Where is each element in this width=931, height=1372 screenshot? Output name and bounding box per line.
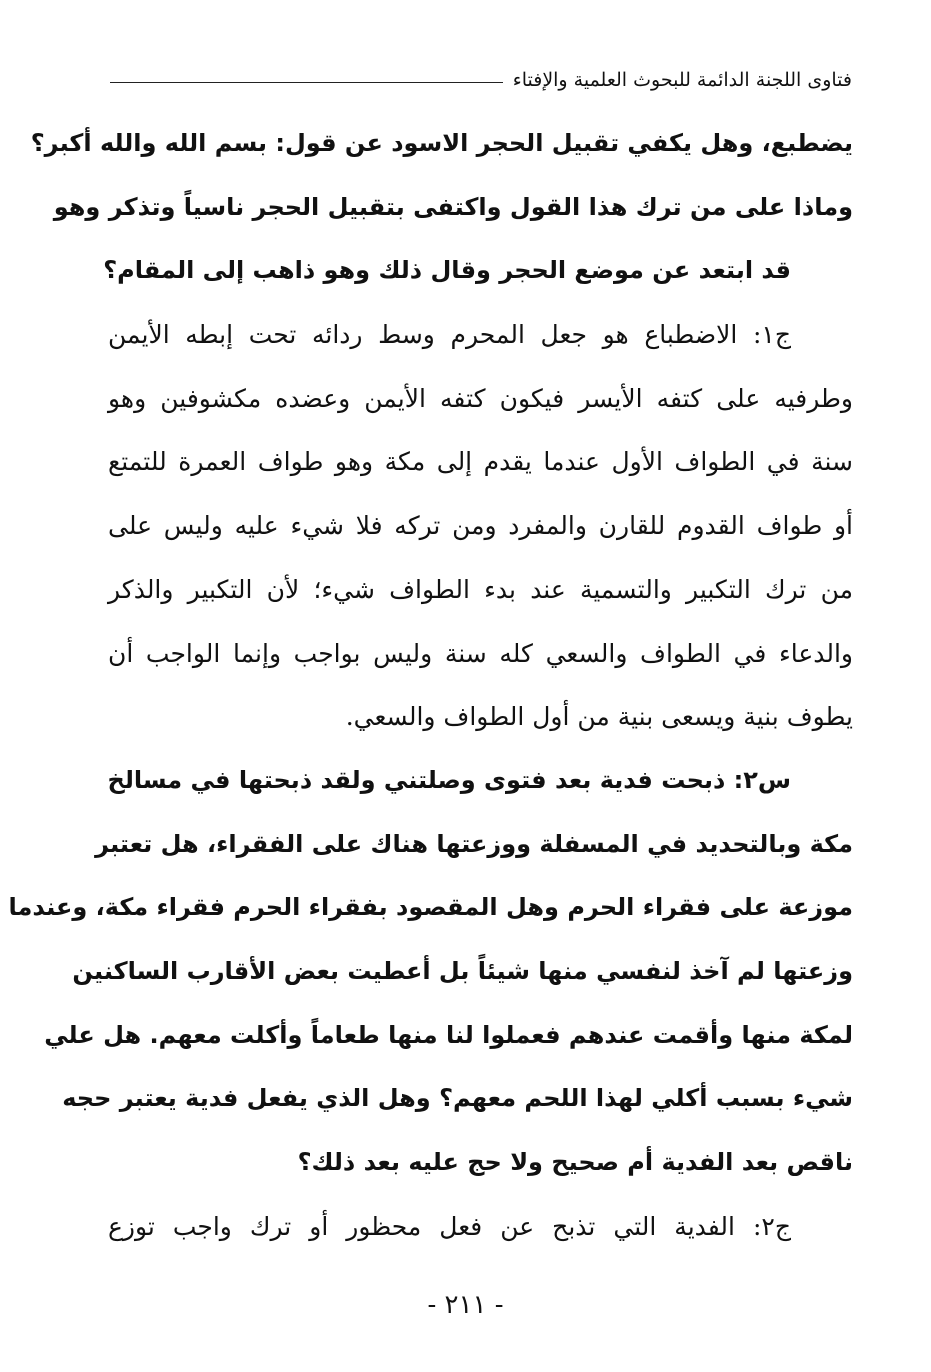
question-line: شيء بسبب أكلي لهذا اللحم معهم؟ وهل الذي يفعل فدية يعتبر حجه <box>62 1084 853 1113</box>
answer-line: والدعاء في الطواف والسعي كله سنة وليس بواجب وإنما الواجب أن <box>108 638 853 668</box>
answer-line: من ترك التكبير والتسمية عند بدء الطواف شيء؛ لأن التكبير والذكر <box>108 574 853 604</box>
question-line: وزعتها لم آخذ لنفسي منها شيئاً بل أعطيت بعض الأقارب الساكنين <box>72 956 853 985</box>
answer-line: سنة في الطواف الأول عندما يقدم إلى مكة وهو طواف العمرة للتمتع <box>108 447 853 477</box>
answer-line: يطوف بنية ويسعى بنية من أول الطواف والسعي. <box>345 702 853 732</box>
answer-line: ج٢: الفدية التي تذبح عن فعل محظور أو ترك واجب توزع <box>108 1211 791 1241</box>
question-line: موزعة على فقراء الحرم وهل المقصود بفقراء الحرم فقراء مكة، وعندما <box>8 893 853 922</box>
question-line: لمكة منها وأقمت عندهم فعملوا لنا منها طعاماً وأكلت معهم. هل علي <box>44 1020 853 1049</box>
answer-line: وطرفيه على كتفه الأيسر فيكون كتفه الأيمن وعضده مكشوفين وهو <box>108 383 853 413</box>
text-line: قد ابتعد عن موضع الحجر وقال ذلك وهو ذاهب إلى المقام؟ <box>103 256 791 285</box>
header-rule <box>110 82 503 83</box>
answer-line: أو طواف القدوم للقارن والمفرد ومن تركه فلا شيء عليه وليس على <box>108 511 853 541</box>
running-header <box>110 62 852 98</box>
fatwa-body-text <box>8 112 853 1258</box>
text-line: وماذا على من ترك هذا القول واكتفى بتقبيل الحجر ناسياً وتذكر وهو <box>53 192 853 221</box>
text-line: يضطبع، وهل يكفي تقبيل الحجر الاسود عن قول: بسم الله والله أكبر؟ <box>30 129 853 157</box>
question-line: ناقص بعد الفدية أم صحيح ولا حج عليه بعد ذلك؟ <box>297 1148 853 1176</box>
running-header-title: فتاوى اللجنة الدائمة للبحوث العلمية والإفتاء <box>512 69 852 91</box>
page-number: - ٢١١ - <box>427 1290 504 1320</box>
question-line: س٢: ذبحت فدية بعد فتوى وصلتني ولقد ذبحتها في مسالخ <box>107 765 791 794</box>
answer-line: ج١: الاضطباع هو جعل المحرم وسط ردائه تحت إبطه الأيمن <box>108 320 791 350</box>
question-line: مكة وبالتحديد في المسفلة ووزعتها هناك على الفقراء، هل تعتبر <box>95 829 853 858</box>
